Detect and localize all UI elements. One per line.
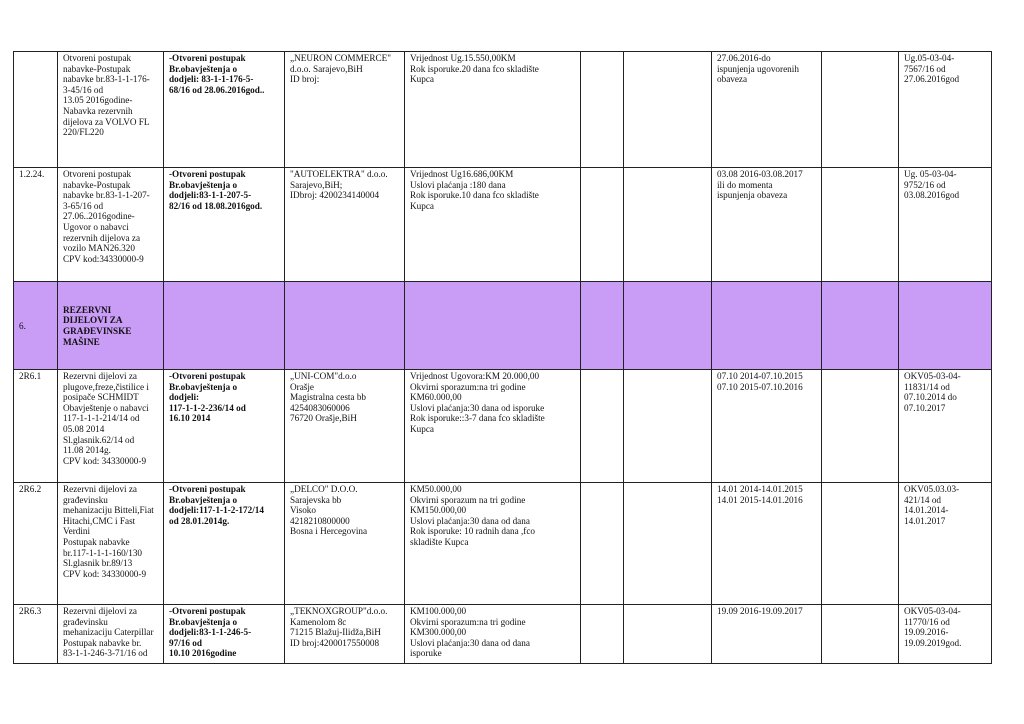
section-header-row	[14, 282, 992, 370]
row-number: 1.2.24.	[14, 168, 58, 282]
contract-period-cell: 07.10 2014-07.10.2015 07.10 2015-07.10.2016	[712, 370, 822, 483]
table-row	[14, 605, 992, 664]
contract-terms-cell: Vrijednost Ug16.686,00KM Uslovi plaćanja :180 dana Rok isporuke.10 dana fco skladište Kupca	[405, 168, 581, 282]
supplier-cell: „NEURON COMMERCE" d.o.o. Sarajevo,BiH ID broj:	[285, 52, 405, 168]
award-notice-cell: -Otvoreni postupak Br.obavještenja o dodjeli: 117-1-1-2-236/14 od 16.10 2014	[164, 370, 285, 483]
empty-cell	[581, 52, 624, 168]
row-number	[14, 52, 58, 168]
empty-cell	[624, 282, 712, 370]
empty-cell	[822, 605, 899, 664]
contract-period-cell: 14.01 2014-14.01.2015 14.01 2015-14.01.2016	[712, 483, 822, 605]
contract-number-cell: OKV05-03-04- 11770/16 od 19.09.2016- 19.09.2019god.	[899, 605, 992, 664]
section-title: REZERVNI DIJELOVI ZA GRAĐEVINSKE MAŠINE	[58, 282, 164, 370]
table-row	[14, 52, 992, 168]
award-notice-cell: -Otvoreni postupak Br.obavještenja o dodjeli:83-1-1-207-5- 82/16 od 18.08.2016god.	[164, 168, 285, 282]
contract-period-cell: 19.09 2016-19.09.2017	[712, 605, 822, 664]
supplier-cell: „TEKNOXGROUP"d.o.o. Kamenolom 8c 71215 Blažuj-Ilidža,BiH ID broj:4200017550008	[285, 605, 405, 664]
award-notice-cell: -Otvoreni postupak Br.obavještenja o dodjeli:83-1-1-246-5- 97/16 od 10.10 2016godine	[164, 605, 285, 664]
empty-cell	[624, 605, 712, 664]
contract-period-cell: 03.08 2016-03.08.2017 ili do momenta ispunjenja obaveza	[712, 168, 822, 282]
contract-number-cell: Ug.05-03-04- 7567/16 od 27.06.2016god	[899, 52, 992, 168]
empty-cell	[285, 282, 405, 370]
contract-number-cell: OKV05-03-04- 11831/14 od 07.10.2014 do 07.10.2017	[899, 370, 992, 483]
empty-cell	[581, 605, 624, 664]
section-number: 6.	[14, 282, 58, 370]
procedure-cell: Rezervni dijelovi za plugove,freze,čistilice i posipače SCHMIDT Obavještenje o nabavci 117-1-1-1-214/14 od 05.08 2014 Sl.glasnik.62/14 od 11.08 2014g. CPV kod: 34330000-9	[58, 370, 164, 483]
empty-cell	[822, 282, 899, 370]
award-notice-cell: -Otvoreni postupak Br.obavještenja o dodjeli: 83-1-1-176-5- 68/16 od 28.06.2016god..	[164, 52, 285, 168]
row-number: 2R6.2	[14, 483, 58, 605]
empty-cell	[164, 282, 285, 370]
contract-number-cell: Ug. 05-03-04- 9752/16 od 03.08.2016god	[899, 168, 992, 282]
procedure-cell: Otvoreni postupak nabavke-Postupak nabavke br.83-1-1-207- 3-65/16 od 27.06..2016godine- Ugovor o nabavci rezervnih dijelova za vozilo MAN26.320 CPV kod:34330000-9	[58, 168, 164, 282]
empty-cell	[712, 282, 822, 370]
empty-cell	[405, 282, 581, 370]
procurement-table	[13, 51, 992, 664]
empty-cell	[581, 282, 624, 370]
empty-cell	[822, 483, 899, 605]
empty-cell	[581, 168, 624, 282]
contract-terms-cell: KM100.000,00 Okvirni sporazum:na tri godine KM300.000,00 Uslovi plaćanja:30 dana od dana isporuke	[405, 605, 581, 664]
supplier-cell: „DELCO" D.O.O. Sarajevska bb Visoko 4218210800000 Bosna i Hercegovina	[285, 483, 405, 605]
procedure-cell: Otvoreni postupak nabavke-Postupak nabavke br.83-1-1-176- 3-45/16 od 13.05 2016godine- Nabavka rezervnih dijelova za VOLVO FL 220/FL220	[58, 52, 164, 168]
empty-cell	[822, 52, 899, 168]
contract-number-cell: OKV05.03.03- 421/14 od 14.01.2014- 14.01.2017	[899, 483, 992, 605]
table-row	[14, 168, 992, 282]
empty-cell	[899, 282, 992, 370]
contract-period-cell: 27.06.2016-do ispunjenja ugovorenih obaveza	[712, 52, 822, 168]
supplier-cell: „UNI-COM"d.o.o Orašje Magistralna cesta bb 4254083060006 76720 Orašje,BiH	[285, 370, 405, 483]
table-row	[14, 370, 992, 483]
empty-cell	[822, 370, 899, 483]
table-row	[14, 483, 992, 605]
row-number: 2R6.3	[14, 605, 58, 664]
row-number: 2R6.1	[14, 370, 58, 483]
contract-terms-cell: KM50.000,00 Okvirni sporazum na tri godine KM150.000,00 Uslovi plaćanja:30 dana od dana Rok isporuke: 10 radnih dana ,fco skladište Kupca	[405, 483, 581, 605]
empty-cell	[624, 370, 712, 483]
contract-terms-cell: Vrijednost Ugovora:KM 20.000,00 Okvirni sporazum:na tri godine KM60.000,00 Uslovi plaćanja:30 dana od isporuke Rok isporuke::3-7 dana fco skladište Kupca	[405, 370, 581, 483]
award-notice-cell: -Otvoreni postupak Br.obavještenja o dodjeli:117-1-1-2-172/14 od 28.01.2014g.	[164, 483, 285, 605]
empty-cell	[624, 483, 712, 605]
empty-cell	[822, 168, 899, 282]
empty-cell	[581, 370, 624, 483]
empty-cell	[581, 483, 624, 605]
procedure-cell: Rezervni dijelovi za građevinsku mehanizaciju Bitteli,Fiat Hitachi,CMC i Fast Verdini Postupak nabavke br.117-1-1-1-160/130 Sl.glasnik br.89/13 CPV kod: 34330000-9	[58, 483, 164, 605]
empty-cell	[624, 168, 712, 282]
contract-terms-cell: Vrijednost Ug.15.550,00KM Rok isporuke.20 dana fco skladište Kupca	[405, 52, 581, 168]
empty-cell	[624, 52, 712, 168]
supplier-cell: "AUTOELEKTRA" d.o.o. Sarajevo,BiH; IDbroj: 4200234140004	[285, 168, 405, 282]
procedure-cell: Rezervni dijelovi za građevinsku mehanizaciju Caterpillar Postupak nabavke br. 83-1-1-246-3-71/16 od	[58, 605, 164, 664]
